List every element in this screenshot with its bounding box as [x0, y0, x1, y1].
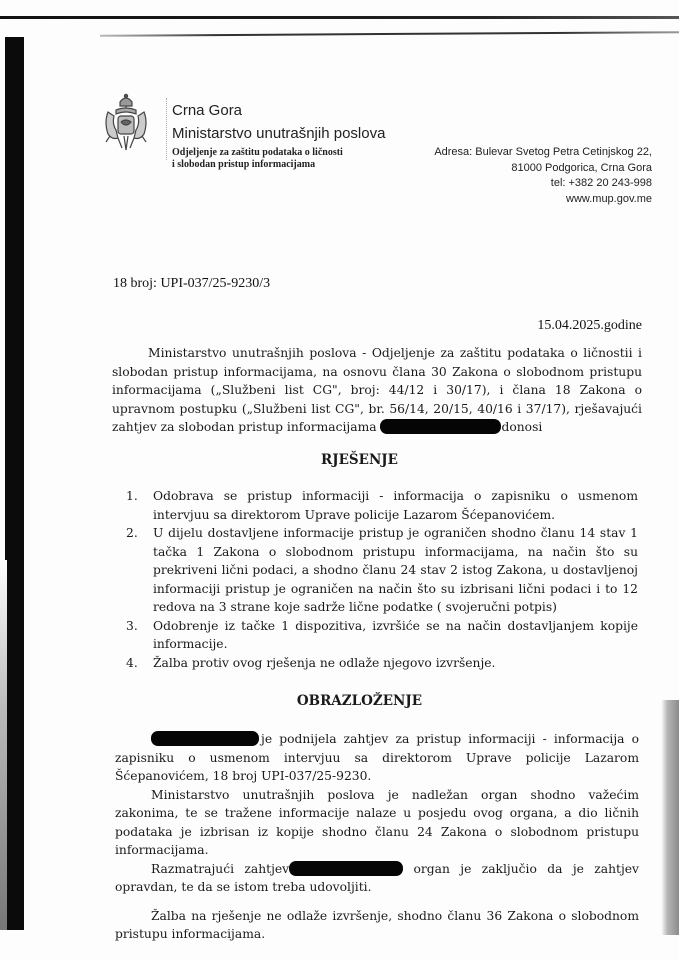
scan-left-shadow: [0, 560, 7, 930]
address-website: www.mup.gov.me: [566, 192, 652, 205]
reference-number: 18 broj: UPI-037/25-9230/3: [113, 276, 271, 291]
scan-left-edge-bar: [5, 37, 24, 930]
address-city: 81000 Podgorica, Crna Gora: [511, 161, 652, 174]
scan-right-shadow: [661, 700, 679, 935]
spacer: [115, 897, 639, 907]
coat-of-arms-icon: [102, 92, 150, 156]
item-text: Žalba protiv ovog rješenja ne odlaže njegovo izvršenje.: [153, 655, 496, 670]
letterhead-divider: [166, 98, 168, 160]
decision-item: [126, 617, 638, 654]
department-line-1: Odjeljenje za zaštitu podataka o ličnosti: [172, 147, 343, 158]
intro-paragraph: [112, 344, 642, 437]
item-number: 3.: [126, 618, 138, 633]
item-text: U dijelu dostavljene informacije pristup je ograničen shodno članu 14 stav 1 tačka 1 Zakona o slobodnom pristupu informacijama, na način što su prekriveni lični podaci, a shodno članu 24 stav 2 istog Zakona, u dostavljenoj informaciji pristup je ograničen na način što su izbrisani lični podaci i to 12 redova na 3 strane koje sadrže lične podatke ( svojeručni potpis): [153, 526, 638, 614]
decision-item: [126, 524, 638, 617]
redaction-block: [289, 861, 403, 876]
department-name: [172, 147, 343, 171]
ministry-name: Ministarstvo unutrašnjih poslova: [172, 125, 386, 142]
reasoning-paragraph-2: [115, 786, 639, 860]
intro-text-end: donosi: [501, 420, 543, 434]
department-line-2: i slobodan pristup informacijama: [172, 159, 316, 170]
reasoning-section: [115, 730, 639, 944]
reasoning-text: Žalba na rješenje ne odlaže izvršenje, shodno članu 36 Zakona o slobodnom pristupu informacijama.: [115, 908, 639, 941]
address-block: [434, 145, 652, 207]
address-street: Adresa: Bulevar Svetog Petra Cetinjskog 22,: [434, 146, 652, 158]
item-number: 4.: [126, 655, 138, 670]
intro-text: Ministarstvo unutrašnjih poslova - Odjeljenje za zaštitu podataka o ličnostii i slobodan pristup informacijama, na osnovu člana 30 Zakona o slobodnom pristupu informacijama („Službeni list CG", broj: 44/12 i 30/17), i člana 18 Zakona o upravnom postupku („Službeni list CG", br. 56/14, 20/15, 40/16 i 37/17), rješavajući zahtjev za slobodan pristup informacijama: [112, 346, 642, 434]
decision-item: [126, 487, 638, 524]
scan-top-edge-line: [0, 16, 679, 19]
item-number: 2.: [126, 526, 138, 540]
item-text: Odobrenje iz tačke 1 dispozitiva, izvršiće se na način dostavljanjem kopije informacije.: [153, 618, 638, 651]
country-name: Crna Gora: [172, 102, 243, 119]
decision-title: RJEŠENJE: [321, 452, 398, 468]
decision-list: [126, 487, 638, 672]
letterhead-rule: [100, 31, 679, 37]
redaction-block: [151, 731, 259, 746]
reasoning-title: OBRAZLOŽENJE: [296, 693, 423, 709]
reasoning-text: je podnijela zahtjev za pristup informaciji - informacija o zapisniku o usmenom intervjuu sa direktorom Uprave policije Lazarom Šćepanovićem, 18 broj UPI-037/25-9230.: [115, 732, 639, 783]
reasoning-paragraph-4: [115, 907, 639, 944]
redaction-block: [380, 419, 501, 434]
item-number: 1.: [126, 489, 138, 503]
document-date: 15.04.2025.godine: [537, 318, 642, 333]
reasoning-text: Razmatrajući zahtjev: [151, 861, 290, 876]
address-phone: tel: +382 20 243-998: [550, 177, 652, 189]
decision-item: [126, 654, 638, 673]
reasoning-text: Ministarstvo unutrašnjih poslova je nadležan organ shodno važećim zakonima, te se tražene informacije nalaze u posjedu ovog organa, a dio ličnih podataka je izbrisan iz kopije shodno članu 24 Zakona o slobodnom pristupu informacijama.: [115, 787, 639, 857]
reasoning-paragraph-3: [115, 860, 639, 897]
reasoning-text: organ je zaključio da je zahtjev opravdan, te da se istom treba udovoljiti.: [115, 861, 639, 894]
item-text: Odobrava se pristup informaciji - informacija o zapisniku o usmenom intervjuu sa direktorom Uprave policije Lazarom Šćepanovićem.: [153, 489, 638, 522]
reasoning-paragraph-1: [115, 730, 639, 786]
